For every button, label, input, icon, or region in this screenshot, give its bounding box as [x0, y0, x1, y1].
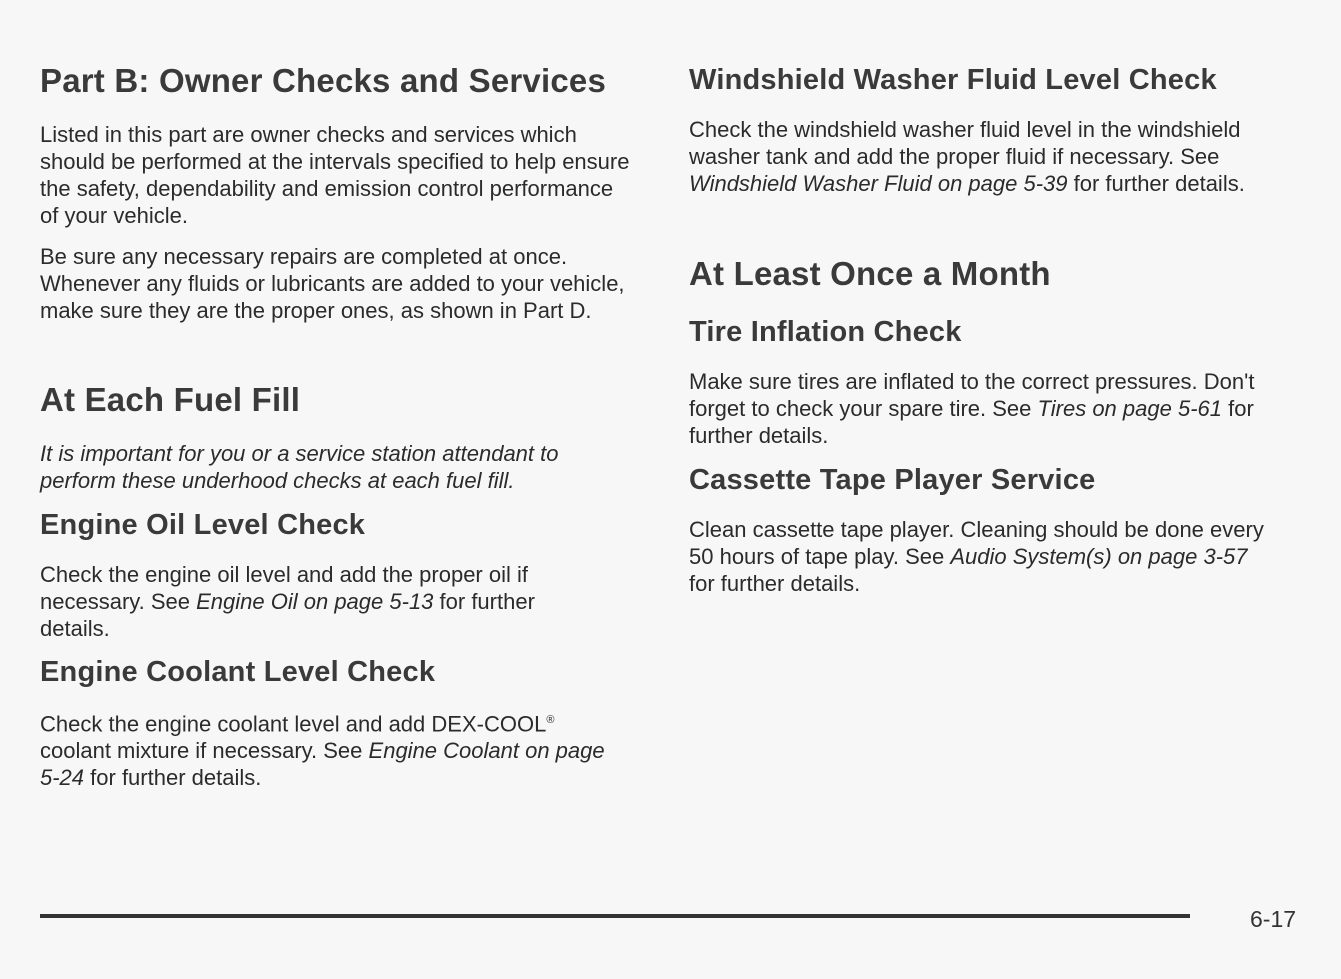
page-number: 6-17: [1250, 906, 1297, 932]
coolant-paragraph: Check the engine coolant level and add DEX-COOL® coolant mixture if necessary. See Engine Coolant on page 5-24 for further details.: [40, 711, 605, 791]
intro-paragraph-1: Listed in this part are owner checks and services which should be performed at the intervals specified to help ensure the safety, dependability and emission control performance of your vehicle.: [40, 122, 630, 228]
fuel-fill-heading: At Each Fuel Fill: [40, 381, 301, 418]
cassette-heading: Cassette Tape Player Service: [689, 464, 1096, 496]
washer-paragraph: Check the windshield washer fluid level in the windshield washer tank and add the proper fluid if necessary. See Windshield Washer Fluid on page 5-39 for further details.: [689, 117, 1245, 196]
oil-heading: Engine Oil Level Check: [40, 509, 366, 541]
footer-rule: [40, 914, 1190, 918]
cassette-reference: Audio System(s) on page 3-57: [950, 544, 1248, 569]
oil-reference: Engine Oil on page 5-13: [196, 589, 434, 614]
registered-mark: ®: [546, 714, 555, 726]
fuel-fill-note: It is important for you or a service station attendant to perform these underhood checks at each fuel fill.: [40, 441, 559, 493]
part-title: Part B: Owner Checks and Services: [40, 62, 607, 99]
month-heading: At Least Once a Month: [689, 255, 1051, 292]
washer-reference: Windshield Washer Fluid on page 5-39: [689, 171, 1068, 196]
coolant-heading: Engine Coolant Level Check: [40, 656, 436, 688]
tire-reference: Tires on page 5-61: [1037, 396, 1222, 421]
oil-paragraph: Check the engine oil level and add the proper oil if necessary. See Engine Oil on page 5-13 for further details.: [40, 562, 535, 641]
washer-heading: Windshield Washer Fluid Level Check: [689, 64, 1217, 96]
coolant-reference: Engine Coolant on page 5-24: [40, 738, 605, 791]
tire-paragraph: Make sure tires are inflated to the correct pressures. Don't forget to check your spare tire. See Tires on page 5-61 for further details.: [689, 369, 1255, 448]
cassette-paragraph: Clean cassette tape player. Cleaning should be done every 50 hours of tape play. See Audio System(s) on page 3-57 for further details.: [689, 517, 1264, 596]
tire-heading: Tire Inflation Check: [689, 316, 962, 348]
intro-paragraph-2: Be sure any necessary repairs are completed at once. Whenever any fluids or lubricants are added to your vehicle, make sure they are the proper ones, as shown in Part D.: [40, 244, 625, 323]
